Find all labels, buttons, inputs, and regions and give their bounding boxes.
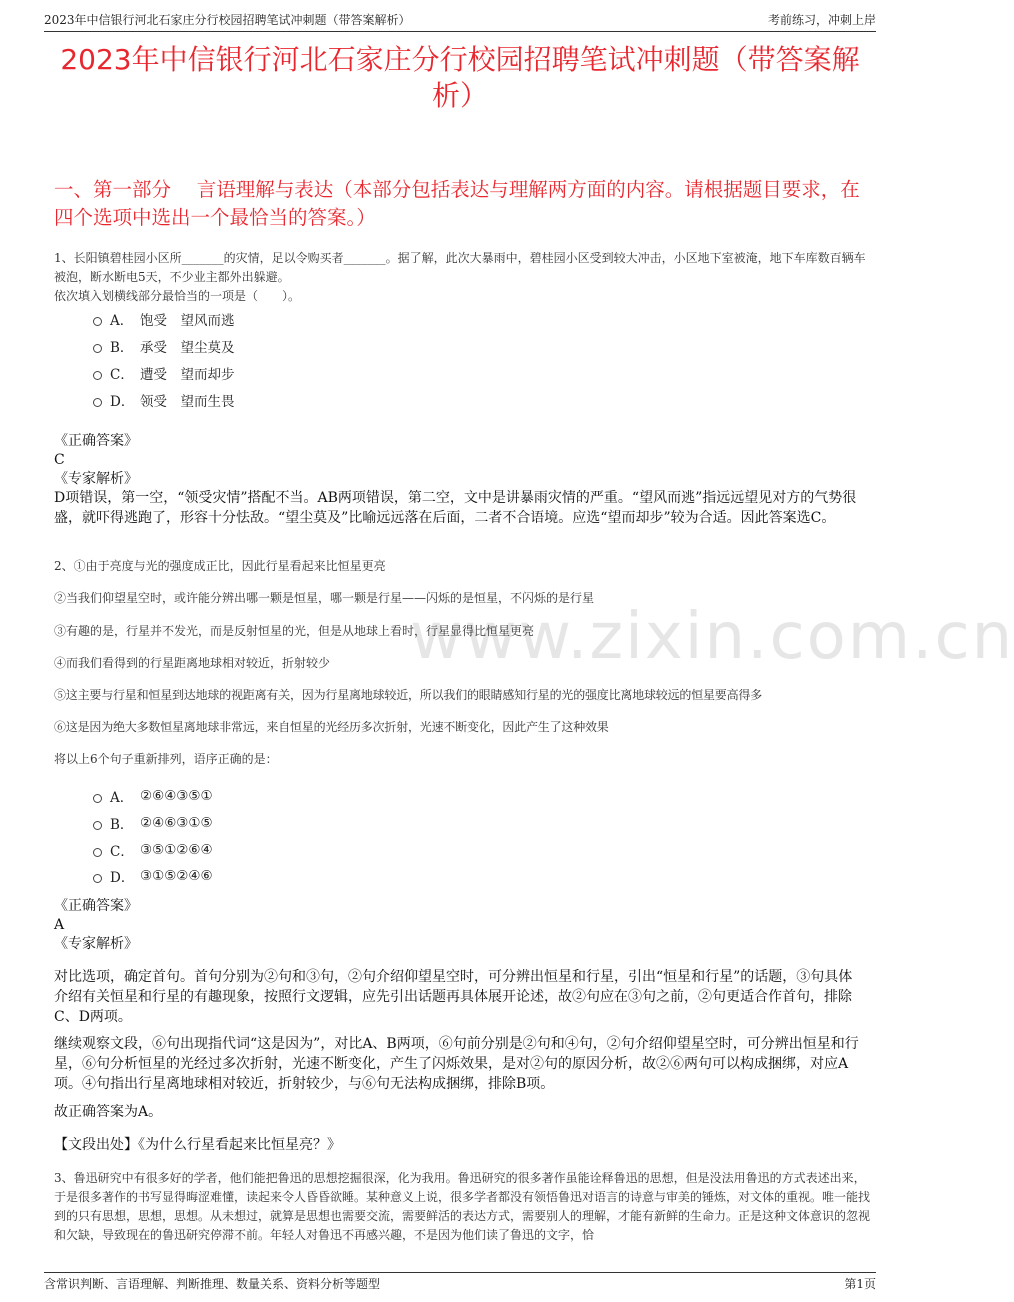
option-letter: B． (110, 817, 134, 833)
option-text: 饱受 望风而逃 (140, 313, 235, 329)
q2-source: 【文段出处】《为什么行星看起来比恒星亮？》 (54, 1137, 341, 1153)
q1-instruction: 依次填入划横线部分最恰当的一项是（ ）。 (54, 289, 301, 303)
q1-answer-label: 《正确答案》 (54, 433, 138, 449)
option-text: 领受 望而生畏 (140, 394, 235, 410)
radio-icon[interactable] (93, 371, 102, 380)
q2-answer-label: 《正确答案》 (54, 898, 138, 914)
page-title: 2023年中信银行河北石家庄分行校园招聘笔试冲刺题（带答案解析） (60, 43, 860, 112)
q1-option-d[interactable] (93, 390, 235, 410)
q1-option-b[interactable] (93, 336, 235, 356)
q2-sentence-3: ③有趣的是，行星并不发光，而是反射恒星的光，但是从地球上看时，行星显得比恒星更亮 (54, 624, 535, 638)
q1-option-a[interactable] (93, 309, 235, 329)
option-letter: C． (110, 367, 134, 383)
radio-icon[interactable] (93, 821, 102, 830)
q2-stem: 2、①由于亮度与光的强度成正比，因此行星看起来比恒星更亮 (54, 559, 386, 573)
q2-sentence-2: ②当我们仰望星空时，或许能分辨出哪一颗是恒星，哪一颗是行星——闪烁的是恒星，不闪烁的是行星 (54, 591, 595, 605)
option-text: ②④⑥③①⑤ (140, 815, 213, 831)
header-slogan: 考前练习，冲刺上岸 (767, 13, 876, 27)
footer-description: 含常识判断、言语理解、判断推理、数量关系、资料分析等题型 (44, 1277, 381, 1291)
page-footer (0, 1265, 920, 1302)
q1-analysis: D项错误，第一空，“领受灾情”搭配不当。AB两项错误，第二空，文中是讲暴雨灾情的严重。“望风而逃”指远远望见对方的气势很盛，就吓得逃跑了，形容十分怯敌。“望尘莫及”比喻远远落在后面，二者不合语境。应选“望而却步”较为合适。因此答案选C。 (54, 490, 857, 526)
page-number: 第1页 (844, 1277, 876, 1291)
radio-icon[interactable] (93, 874, 102, 883)
q2-analysis-conclusion: 故正确答案为A。 (54, 1104, 163, 1120)
page-header (0, 0, 920, 30)
option-text: ③①⑤②④⑥ (140, 868, 213, 884)
option-text: ②⑥④③⑤① (140, 788, 213, 804)
footer-divider (44, 1272, 876, 1273)
q2-sentence-6: ⑥这是因为绝大多数恒星离地球非常远，来自恒星的光经历多次折射，光速不断变化，因此产生了这种效果 (54, 720, 609, 734)
option-text: ③⑤①②⑥④ (140, 842, 213, 858)
q2-option-d[interactable] (93, 866, 213, 886)
q2-option-a[interactable] (93, 786, 213, 806)
q2-option-b[interactable] (93, 813, 213, 833)
header-doc-title: 2023年中信银行河北石家庄分行校园招聘笔试冲刺题（带答案解析） (44, 13, 411, 27)
option-letter: D． (110, 394, 135, 410)
q1-option-c[interactable] (93, 363, 235, 383)
section-heading: 一、第一部分 言语理解与表达（本部分包括表达与理解两方面的内容。请根据题目要求，在四个选项中选出一个最恰当的答案。） (54, 178, 860, 229)
radio-icon[interactable] (93, 317, 102, 326)
q2-sentence-5: ⑤这主要与行星和恒星到达地球的视距离有关，因为行星离地球较近，所以我们的眼睛感知行星的光的强度比离地球较远的恒星要高得多 (54, 688, 763, 702)
radio-icon[interactable] (93, 848, 102, 857)
q1-stem: 1、长阳镇碧桂园小区所_______的灾情，足以令购买者_______。据了解，此次大暴雨中，碧桂园小区受到较大冲击，小区地下室被淹，地下车库数百辆车被泡，断水断电5天，不少业主都外出躲避。 (54, 251, 866, 284)
q3-stem: 3、鲁迅研究中有很多好的学者，他们能把鲁迅的思想挖掘很深，化为我用。鲁迅研究的很多著作虽能诠释鲁迅的思想，但是没法用鲁迅的方式表述出来，于是很多著作的书写显得晦涩难懂，读起来令人昏昏欲睡。某种意义上说，很多学者都没有领悟鲁迅对语言的诗意与审美的锤炼，对文体的重视。唯一能找到的只有思想，思想，思想。从未想过，就算是思想也需要交流，需要鲜活的表达方式，需要别人的理解，才能有新鲜的生命力。正是这种文体意识的忽视和欠缺，导致现在的鲁迅研究停滞不前。年轻人对鲁迅不再感兴趣，不是因为他们读了鲁迅的文字，恰 (54, 1171, 871, 1242)
option-letter: C． (110, 844, 134, 860)
option-letter: D． (110, 870, 135, 886)
radio-icon[interactable] (93, 794, 102, 803)
header-divider (44, 31, 876, 32)
q2-analysis-label: 《专家解析》 (54, 936, 138, 952)
q1-answer: C (54, 452, 65, 468)
q2-analysis-paragraph: 对比选项，确定首句。首句分别为②句和③句，②句介绍仰望星空时，可分辨出恒星和行星，引出“恒星和行星”的话题，③句具体介绍有关恒星和行星的有趣现象，按照行文逻辑，应先引出话题再具体展开论述，故②句应在③句之前，②句更适合作首句，排除C、D两项。 (54, 969, 853, 1025)
option-letter: B． (110, 340, 134, 356)
option-letter: A． (110, 313, 134, 329)
radio-icon[interactable] (93, 398, 102, 407)
q2-answer: A (54, 917, 65, 933)
watermark-text: www.zixin.com.cn (410, 600, 1014, 674)
q2-sentence-4: ④而我们看得到的行星距离地球相对较近，折射较少 (54, 656, 331, 670)
option-letter: A． (110, 790, 134, 806)
radio-icon[interactable] (93, 344, 102, 353)
option-text: 承受 望尘莫及 (140, 340, 235, 356)
q2-option-c[interactable] (93, 840, 213, 860)
q2-analysis-paragraph: 继续观察文段，⑥句出现指代词“这是因为”，对比A、B两项，⑥句前分别是②句和④句，②句介绍仰望星空时，可分辨出恒星和行星，⑥句分析恒星的光经过多次折射，光速不断变化，产生了闪烁效果，是对②句的原因分析，故②⑥两句可以构成捆绑，对应A项。④句指出行星离地球相对较近，折射较少，与⑥句无法构成捆绑，排除B项。 (54, 1036, 859, 1092)
option-text: 遭受 望而却步 (140, 367, 235, 383)
q1-analysis-label: 《专家解析》 (54, 471, 138, 487)
q2-instruction: 将以上6个句子重新排列，语序正确的是： (54, 752, 278, 766)
